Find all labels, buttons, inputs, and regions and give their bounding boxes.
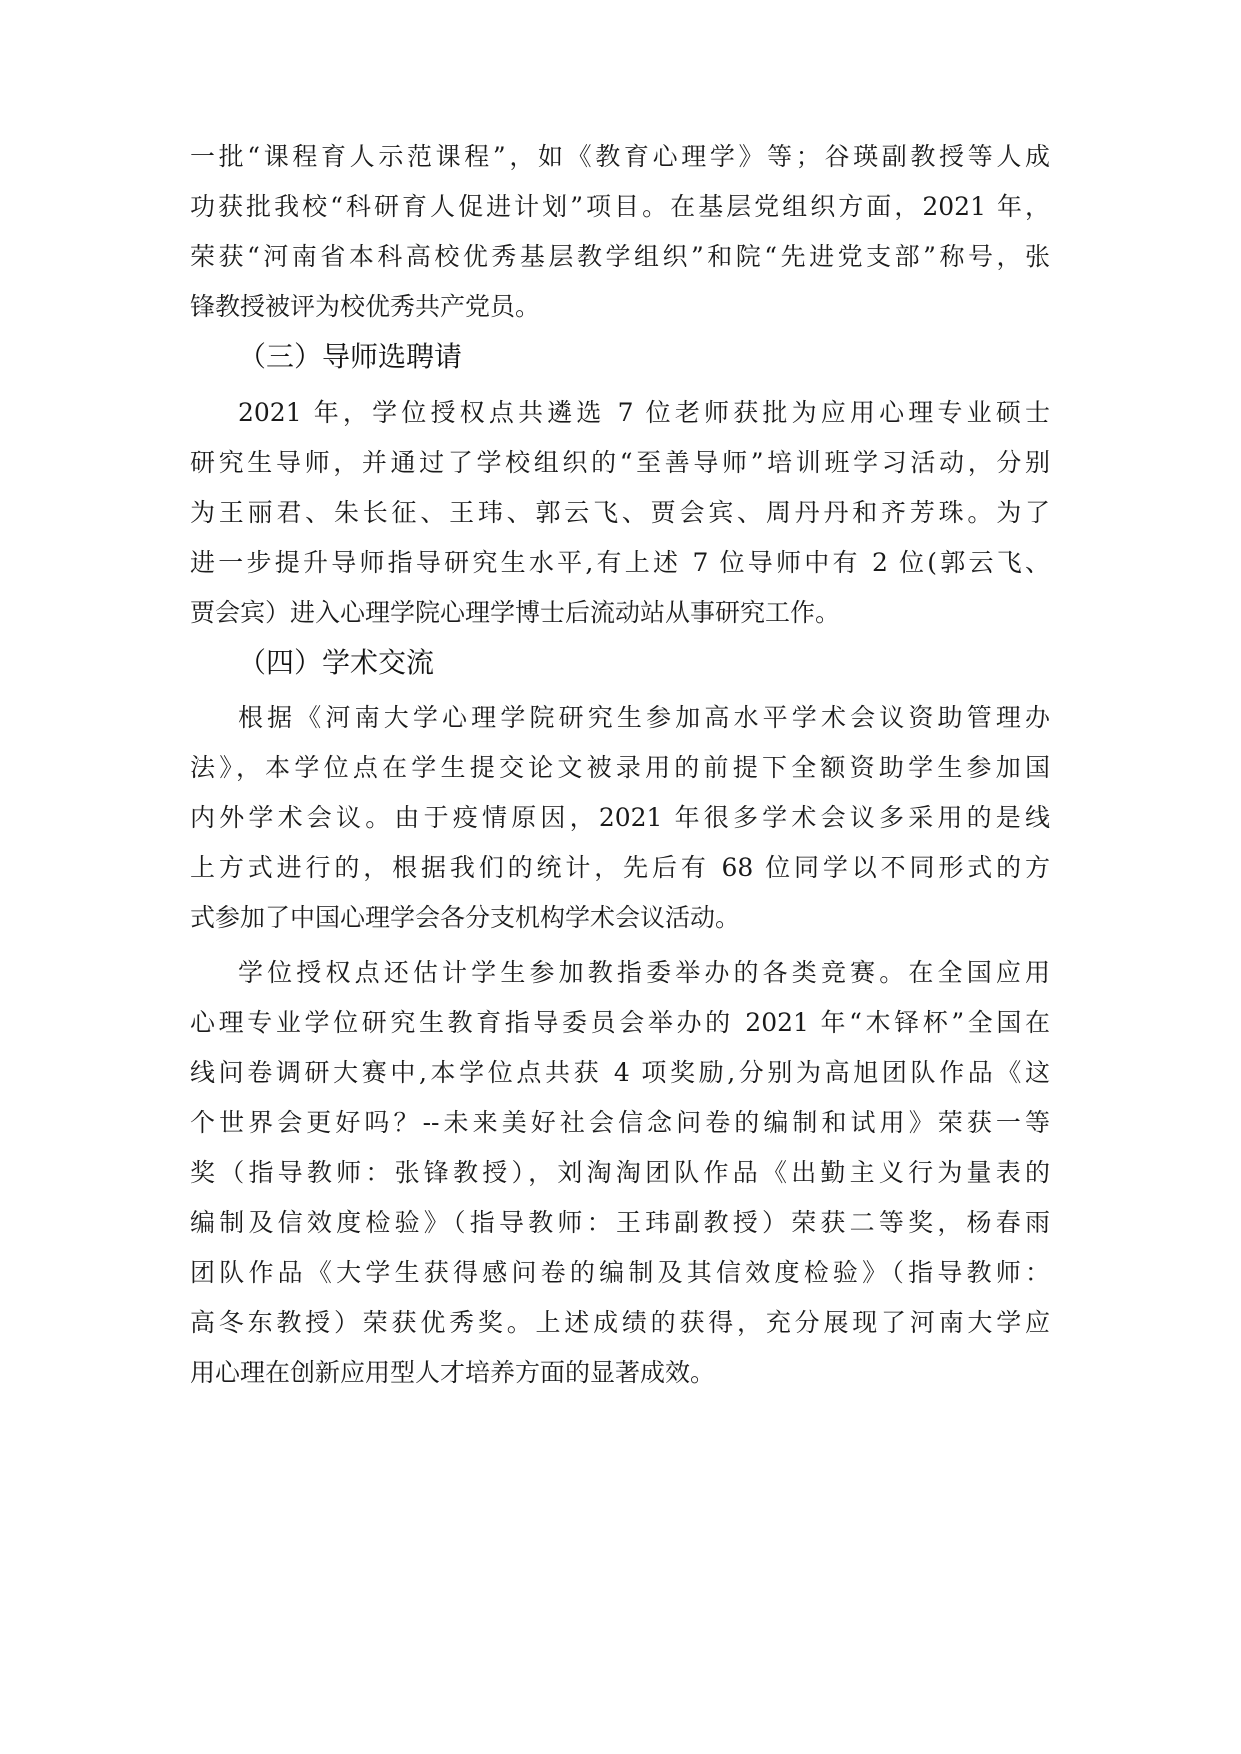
paragraph-line: 式参加了中国心理学会各分支机构学术会议活动。: [190, 903, 741, 932]
section-four-heading: （四）学术交流: [238, 646, 435, 679]
paragraph-line: 编制及信效度检验》（指导教师：王玮副教授）荣获二等奖，杨春雨: [190, 1208, 1050, 1237]
paragraph-line: 内外学术会议。由于疫情原因，2021 年很多学术会议多采用的是线: [190, 803, 1050, 832]
paragraph-line: 功获批我校“科研育人促进计划”项目。在基层党组织方面，2021 年，: [190, 192, 1050, 221]
paragraph-line: 法》，本学位点在学生提交论文被录用的前提下全额资助学生参加国: [190, 753, 1050, 782]
paragraph-line: 奖（指导教师：张锋教授），刘淘淘团队作品《出勤主义行为量表的: [190, 1158, 1050, 1187]
paragraph-line: 高冬东教授）荣获优秀奖。上述成绩的获得，充分展现了河南大学应: [190, 1308, 1050, 1337]
paragraph-line: 研究生导师，并通过了学校组织的“至善导师”培训班学习活动，分别: [190, 448, 1050, 477]
paragraph-line: 个世界会更好吗？--未来美好社会信念问卷的编制和试用》荣获一等: [190, 1108, 1050, 1137]
paragraph-line: 2021 年，学位授权点共遴选 7 位老师获批为应用心理专业硕士: [238, 398, 1050, 427]
paragraph-line: 根据《河南大学心理学院研究生参加高水平学术会议资助管理办: [238, 703, 1050, 732]
paragraph-line: 为王丽君、朱长征、王玮、郭云飞、贾会宾、周丹丹和齐芳珠。为了: [190, 498, 1050, 527]
paragraph-line: 线问卷调研大赛中,本学位点共获 4 项奖励,分别为高旭团队作品《这: [190, 1058, 1050, 1087]
paragraph-line: 学位授权点还估计学生参加教指委举办的各类竞赛。在全国应用: [238, 958, 1050, 987]
paragraph-line: 一批“课程育人示范课程”，如《教育心理学》等；谷瑛副教授等人成: [190, 142, 1050, 171]
section-three-heading: （三）导师选聘请: [238, 340, 463, 373]
paragraph-line: 荣获“河南省本科高校优秀基层教学组织”和院“先进党支部”称号，张: [190, 242, 1050, 271]
paragraph-line: 上方式进行的，根据我们的统计，先后有 68 位同学以不同形式的方: [190, 853, 1050, 882]
paragraph-line: 团队作品《大学生获得感问卷的编制及其信效度检验》（指导教师：: [190, 1258, 1050, 1287]
paragraph-line: 用心理在创新应用型人才培养方面的显著成效。: [190, 1358, 716, 1387]
paragraph-line: 贾会宾）进入心理学院心理学博士后流动站从事研究工作。: [190, 598, 841, 627]
paragraph-line: 锋教授被评为校优秀共产党员。: [190, 292, 541, 321]
paragraph-line: 进一步提升导师指导研究生水平,有上述 7 位导师中有 2 位(郭云飞、: [190, 548, 1050, 577]
paragraph-line: 心理专业学位研究生教育指导委员会举办的 2021 年“木铎杯”全国在: [190, 1008, 1050, 1037]
